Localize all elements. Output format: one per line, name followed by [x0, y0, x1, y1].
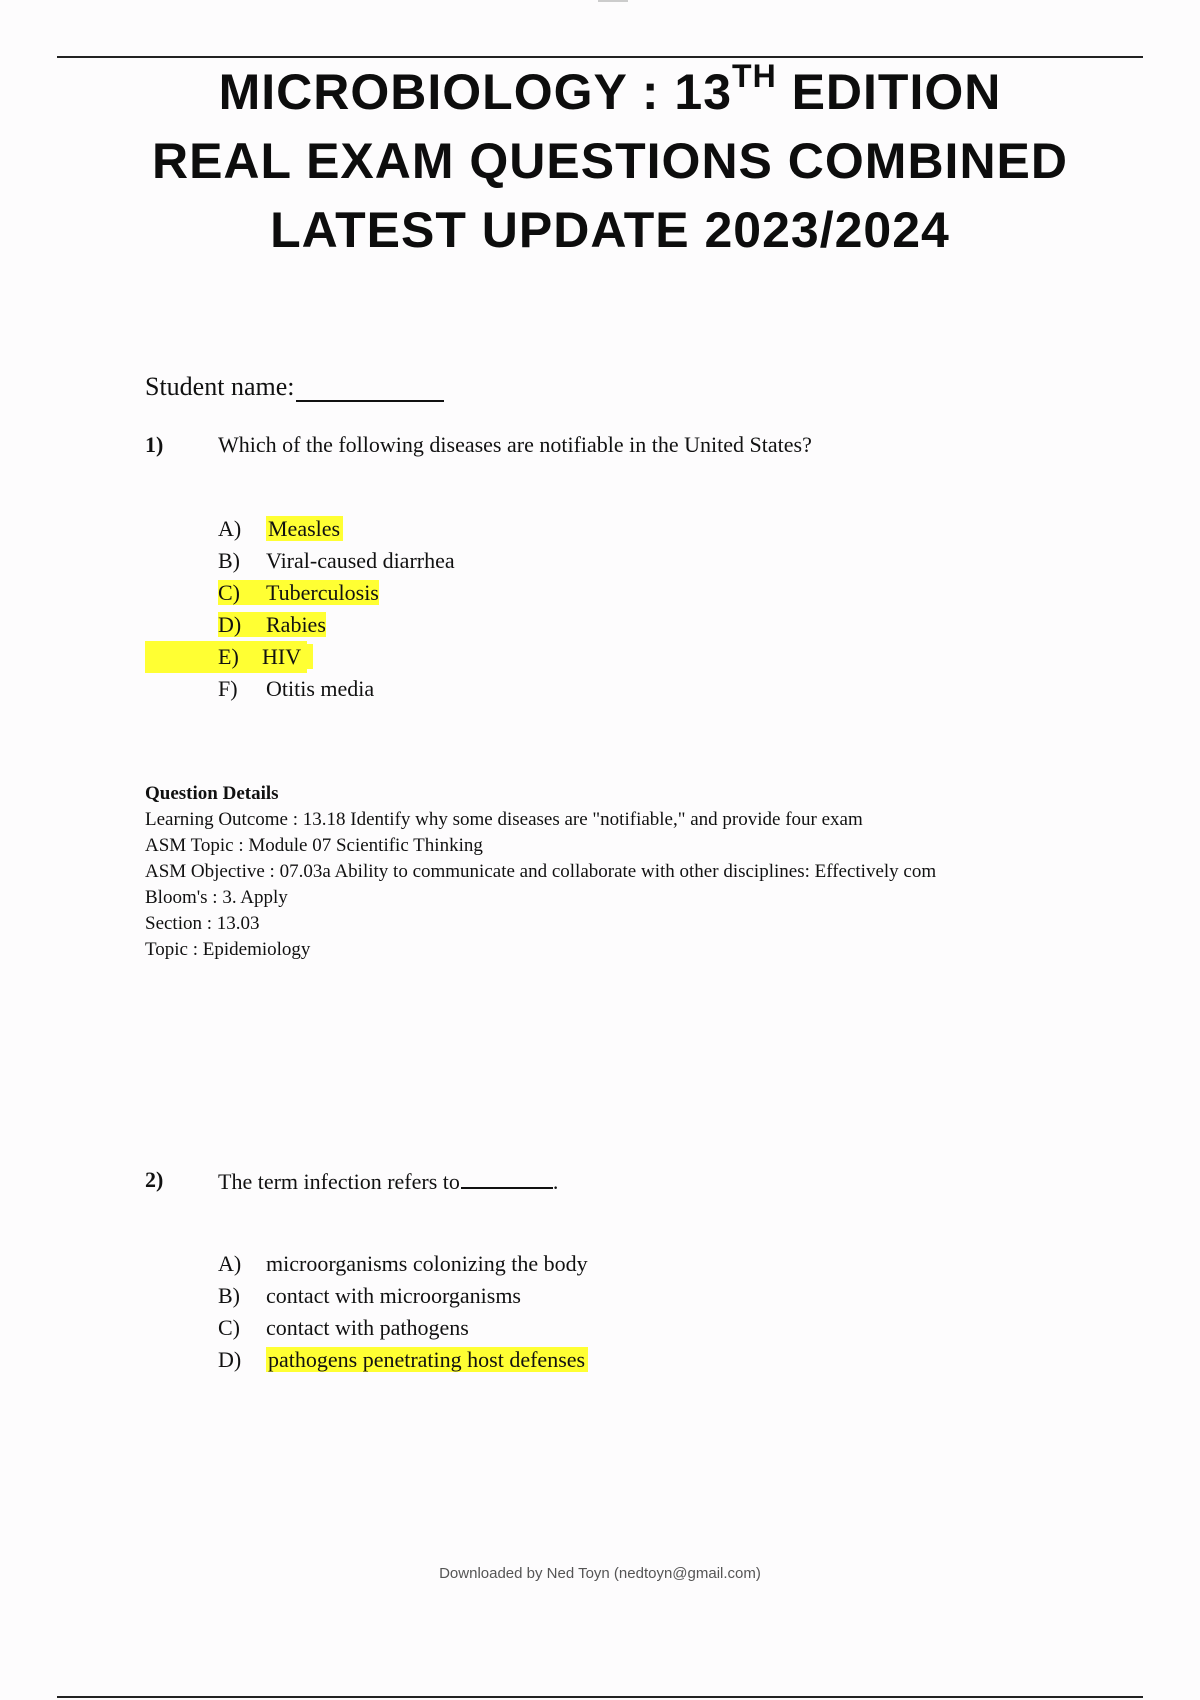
question-2-text-before: The term infection refers to	[218, 1169, 460, 1194]
title-line-2: REAL EXAM QUESTIONS COMBINED	[151, 133, 1069, 189]
details-learning-outcome: Learning Outcome : 13.18 Identify why some diseases are "notifiable," and provide four exam	[145, 809, 863, 830]
title-line-1	[60, 58, 1160, 127]
details-topic: Topic : Epidemiology	[145, 939, 311, 960]
q1-option-c-text: Tuberculosis	[266, 580, 379, 605]
q2-option-d-letter: D)	[218, 1347, 242, 1372]
q1-option-d-letter: D)	[218, 612, 242, 637]
q1-option-e-letter: E)	[218, 644, 239, 669]
q2-option-c-text: contact with pathogens	[266, 1315, 469, 1340]
details-section: Section : 13.03	[145, 913, 260, 934]
q2-option-d-text: pathogens penetrating host defenses	[266, 1347, 588, 1372]
title-line-1-superscript: TH	[732, 58, 777, 95]
details-blooms: Bloom's : 3. Apply	[145, 887, 288, 908]
q2-option-c	[218, 1312, 469, 1344]
student-name-label: Student name:	[145, 372, 295, 401]
q2-option-a-text: microorganisms colonizing the body	[266, 1251, 588, 1276]
q1-option-f-text: Otitis media	[266, 676, 375, 701]
q2-option-b-letter: B)	[218, 1283, 240, 1308]
q1-option-f-letter: F)	[218, 676, 238, 701]
details-asm-objective: ASM Objective : 07.03a Ability to communicate and collaborate with other disciplines: Effectively com	[145, 861, 937, 882]
bottom-rule	[57, 1696, 1143, 1698]
question-2-number: 2)	[145, 1167, 164, 1192]
q1-option-c-highlight	[218, 580, 379, 605]
q1-option-c-letter: C)	[218, 580, 240, 605]
title-line-1-main: MICROBIOLOGY : 13	[218, 64, 733, 120]
details-asm-topic: ASM Topic : Module 07 Scientific Thinking	[145, 835, 483, 856]
q1-option-b-letter: B)	[218, 548, 240, 573]
q1-option-e	[218, 641, 313, 673]
q2-option-b-text: contact with microorganisms	[266, 1283, 521, 1308]
question-1-details	[145, 781, 936, 963]
q1-option-e-text: HIV	[262, 644, 313, 669]
q1-option-b	[218, 545, 455, 577]
document-title	[60, 58, 1160, 265]
q2-option-d	[218, 1344, 588, 1376]
q2-option-c-letter: C)	[218, 1315, 240, 1340]
q1-option-f	[218, 673, 374, 705]
q1-option-d-highlight	[218, 612, 326, 637]
q2-option-b	[218, 1280, 521, 1312]
q1-option-c	[218, 577, 379, 609]
student-name-field	[145, 372, 444, 402]
q1-option-d	[218, 609, 326, 641]
title-line-1-end: EDITION	[776, 64, 1002, 120]
q2-option-a	[218, 1248, 588, 1280]
title-line-3: LATEST UPDATE 2023/2024	[270, 202, 950, 258]
question-1-text: Which of the following diseases are notifiable in the United States?	[218, 432, 812, 457]
question-2-text-after: .	[552, 1169, 559, 1194]
q1-option-a-letter: A)	[218, 516, 242, 541]
q2-option-a-letter: A)	[218, 1251, 242, 1276]
student-name-blank	[296, 374, 444, 402]
q1-option-a-text: Measles	[266, 516, 343, 541]
question-2-text	[218, 1167, 558, 1195]
q1-option-d-text: Rabies	[266, 612, 326, 637]
question-1-number: 1)	[145, 432, 164, 457]
question-details-heading: Question Details	[145, 783, 279, 804]
q1-option-b-text: Viral-caused diarrhea	[266, 548, 455, 573]
question-2-blank	[461, 1167, 553, 1189]
download-footer: Downloaded by Ned Toyn (nedtoyn@gmail.com)	[439, 1565, 761, 1582]
q1-option-a	[218, 513, 343, 545]
page-top-mark	[598, 0, 628, 2]
